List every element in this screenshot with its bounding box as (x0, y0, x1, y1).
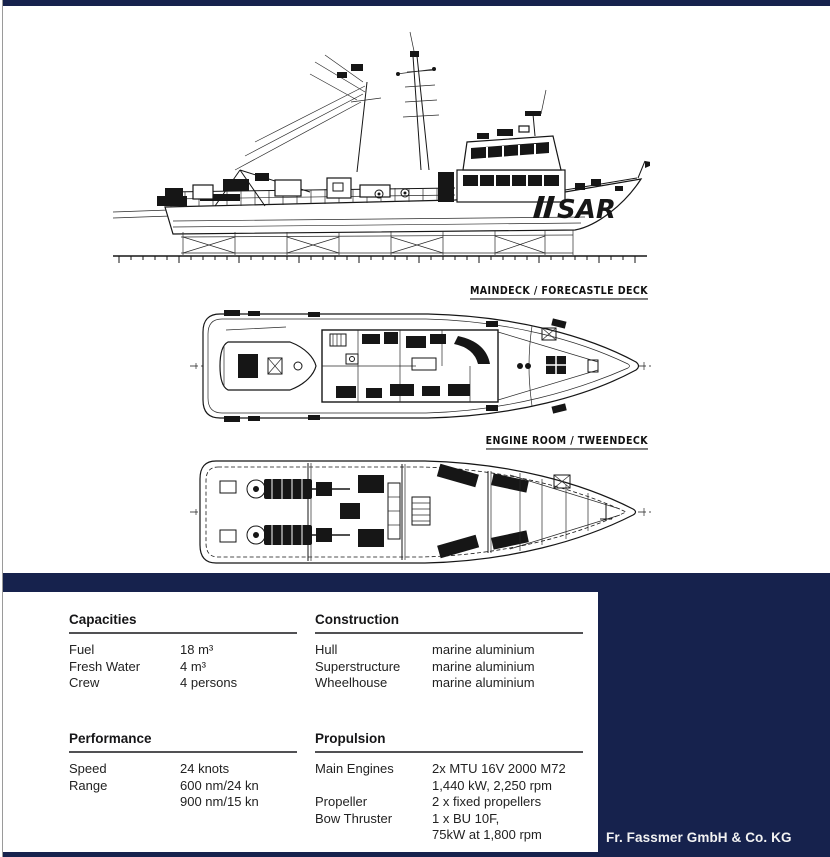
table-row (315, 811, 583, 828)
construction-title: Construction (315, 612, 399, 627)
row-value: 1 x BU 10F, (432, 810, 500, 826)
row-value: 18 m³ (180, 642, 214, 657)
table-row (69, 642, 297, 659)
propulsion-title: Propulsion (315, 731, 386, 746)
row-value: 600 nm/24 kn (180, 777, 259, 793)
top-navy-bar (3, 0, 830, 6)
construction-rule (315, 632, 583, 634)
table-row (315, 794, 583, 811)
capacities-rule (69, 632, 297, 634)
row-value: marine aluminium (432, 658, 535, 674)
table-row (69, 794, 297, 811)
row-value: 75kW at 1,800 rpm (432, 827, 542, 842)
company-credit: Fr. Fassmer GmbH & Co. KG (606, 830, 792, 845)
construction-table (315, 612, 583, 692)
row-label: Main Engines (315, 761, 394, 776)
row-value: 4 m³ (180, 658, 206, 674)
maindeck-plan-caption: MAINDECK / FORECASTLE DECK (420, 285, 648, 299)
row-value: 900 nm/15 kn (180, 794, 259, 809)
table-row (315, 761, 583, 778)
row-label: Hull (315, 642, 338, 657)
maindeck-plan-drawing (190, 302, 652, 430)
row-label (69, 794, 180, 811)
row-label: Bow Thruster (315, 810, 393, 826)
row-value: 2 x fixed propellers (432, 794, 542, 809)
table-row (315, 659, 583, 676)
table-row (315, 675, 583, 692)
capacities-title: Capacities (69, 612, 137, 627)
row-label: Speed (69, 761, 107, 776)
table-row (315, 778, 583, 795)
table-row (69, 761, 297, 778)
row-value: 4 persons (180, 675, 238, 690)
table-row (69, 778, 297, 795)
row-value: 24 knots (180, 761, 230, 776)
row-value: marine aluminium (432, 675, 535, 690)
capacities-table (69, 612, 297, 692)
propulsion-rule (315, 751, 583, 753)
performance-table (69, 731, 297, 811)
row-label: Wheelhouse (315, 675, 388, 690)
row-label: Crew (69, 675, 100, 690)
performance-title: Performance (69, 731, 152, 746)
performance-rule (69, 751, 297, 753)
row-value: 1,440 kW, 2,250 rpm (432, 777, 552, 793)
engine-room-plan-drawing (190, 451, 652, 572)
engine-room-plan-caption: ENGINE ROOM / TWEENDECK (440, 435, 648, 449)
sar-logo: SAR (557, 195, 616, 225)
row-label: Fresh Water (69, 658, 141, 674)
row-value: marine aluminium (432, 642, 535, 657)
row-label: Fuel (69, 642, 95, 657)
row-label (315, 827, 432, 844)
propulsion-table (315, 731, 583, 844)
side-profile-drawing (105, 22, 650, 272)
table-row (315, 827, 583, 844)
row-value: 2x MTU 16V 2000 M72 (432, 761, 566, 776)
table-row (69, 659, 297, 676)
row-label (315, 778, 432, 795)
row-label: Propeller (315, 794, 368, 809)
page-edge-line (2, 0, 3, 857)
spec-card (3, 592, 598, 852)
table-row (69, 675, 297, 692)
row-label: Range (69, 777, 108, 793)
row-label: Superstructure (315, 658, 401, 674)
table-row (315, 642, 583, 659)
